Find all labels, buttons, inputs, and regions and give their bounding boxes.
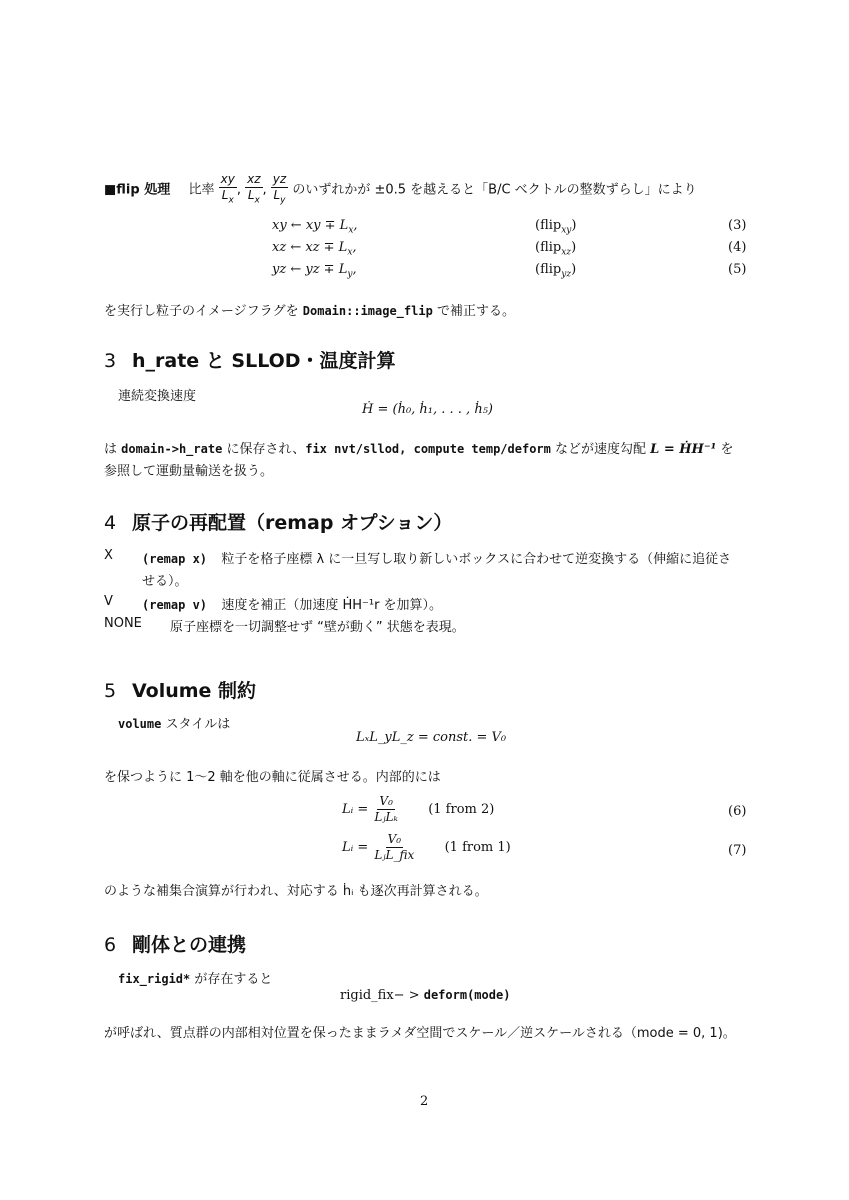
remap-item-x-text: (remap x) 粒子を格子座標 λ に一旦写し取り新しいボックスに合わせて逆変換する（伸縮に追従さ: [142, 552, 732, 567]
eq-number-3: (3): [728, 218, 747, 233]
sec5-para2: のような補集合演算が行われ、対応する ḣᵢ も逐次再計算される。: [104, 884, 488, 899]
eq-number-7: (7): [728, 843, 747, 858]
ratio-tail: のいずれかが ±0.5 を越えると「B/C ベクトルの整数ずらし」により: [292, 182, 697, 198]
volume-code: volume: [118, 717, 162, 731]
flip-paragraph: ■flip 処理 比率 $\frac{xy}{L_x}$ , $\frac{xz}{L_x}$ , $\frac{yz}{L_y}$ のいずれかが ±0.5 を越えると「B/C ベクトルの整数ずらし」により: [104, 172, 697, 208]
fix-compute-code: fix nvt/sllod, compute temp/deform: [305, 442, 551, 456]
remap-item-v-text: (remap v) 速度を補正（加速度 ḢH⁻¹r を加算）。: [142, 598, 443, 613]
flip-tag-yz: (flip$_{yz}$): [535, 262, 577, 280]
image-flip-code: Domain::image_flip: [302, 304, 433, 318]
section-4-heading: 4 原子の再配置（remap オプション）: [104, 512, 453, 534]
eq7-note: (1 from 1): [444, 840, 511, 855]
section-3-heading: 3 h_rate と SLLOD・温度計算: [104, 350, 396, 372]
remap-item-v-key: V: [104, 594, 113, 609]
fix-rigid-code: fix_rigid*: [118, 972, 191, 986]
remap-item-none-key: NONE: [104, 616, 142, 631]
remap-item-x-cont: せる）。: [142, 574, 188, 589]
page-number: 2: [420, 1094, 429, 1109]
sec6-para: が呼ばれ、質点群の内部相対位置を保ったままラメダ空間でスケール／逆スケールされる（mode = 0, 1)。: [104, 1026, 736, 1041]
eq6-note: (1 from 2): [428, 802, 495, 817]
ratio-label: 比率: [188, 182, 215, 198]
eq-number-4: (4): [728, 240, 747, 255]
flip-eq-yz: yz ← yz ∓ $L_y$,: [272, 262, 357, 280]
eq-number-5: (5): [728, 262, 747, 277]
ratio-frac-xy: $\frac{xy}{L_x}$: [220, 172, 235, 206]
sec3-para-line1: は domain->h_rate に保存され、fix nvt/sllod, compute temp/deform などが速度勾配 L = ḢH⁻¹ を: [104, 442, 734, 457]
sec5-eq: LₓL_yL_z = const. = V₀: [356, 730, 507, 745]
flip-after-text: を実行し粒子のイメージフラグを Domain::image_flip で補正する。: [104, 304, 515, 319]
ratio-frac-yz: $\frac{yz}{L_y}$: [272, 172, 287, 206]
eq7-frac: $\frac{\text{V₀}}{\text{LⱼL\_fix}}$: [374, 832, 415, 862]
velocity-gradient-math: L = ḢH⁻¹: [650, 442, 717, 457]
flip-tag-xz: (flip$_{xz}$): [535, 240, 577, 258]
remap-item-none-text: 原子座標を一切調整せず “壁が動く” 状態を表現。: [170, 620, 465, 635]
eq-number-6: (6): [728, 804, 747, 819]
sec5-para1: を保つように 1〜2 軸を他の軸に従属させる。内部的には: [104, 770, 441, 785]
sec3-eq: Ḣ = (ḣ₀, ḣ₁, . . . , ḣ₅): [362, 402, 493, 417]
sec5-label: volume スタイルは: [118, 717, 231, 732]
eq6: Lᵢ = $\frac{\text{V₀}}{\text{LⱼLₖ}}$ (1 from 2): [342, 794, 495, 824]
eq7: Lᵢ = $\frac{\text{V₀}}{\text{LⱼL\_fix}}$ (1 from 1): [342, 832, 511, 862]
sec3-label: 連続変換速度: [118, 389, 197, 404]
sec6-label: fix_rigid* が存在すると: [118, 972, 273, 987]
flip-heading: ■flip 処理: [104, 182, 171, 198]
flip-tag-xy: (flip$_{xy}$): [535, 218, 577, 236]
ratio-frac-xz: $\frac{xz}{L_x}$: [247, 172, 261, 206]
flip-eq-xy: xy ← xy ∓ $L_x$,: [272, 218, 358, 236]
sec6-eq: rigid_fix− > deform(mode): [340, 988, 511, 1003]
section-5-heading: 5 Volume 制約: [104, 680, 257, 702]
flip-eq-xz: xz ← xz ∓ $L_x$,: [272, 240, 357, 258]
sec3-para-line2: 参照して運動量輸送を扱う。: [104, 464, 274, 479]
deform-mode-code: deform(mode): [423, 988, 511, 1002]
h-rate-code: domain->h_rate: [121, 442, 223, 456]
section-6-heading: 6 剛体との連携: [104, 934, 247, 956]
eq6-frac: $\frac{\text{V₀}}{\text{LⱼLₖ}}$: [374, 794, 398, 824]
remap-item-x-key: X: [104, 548, 113, 563]
